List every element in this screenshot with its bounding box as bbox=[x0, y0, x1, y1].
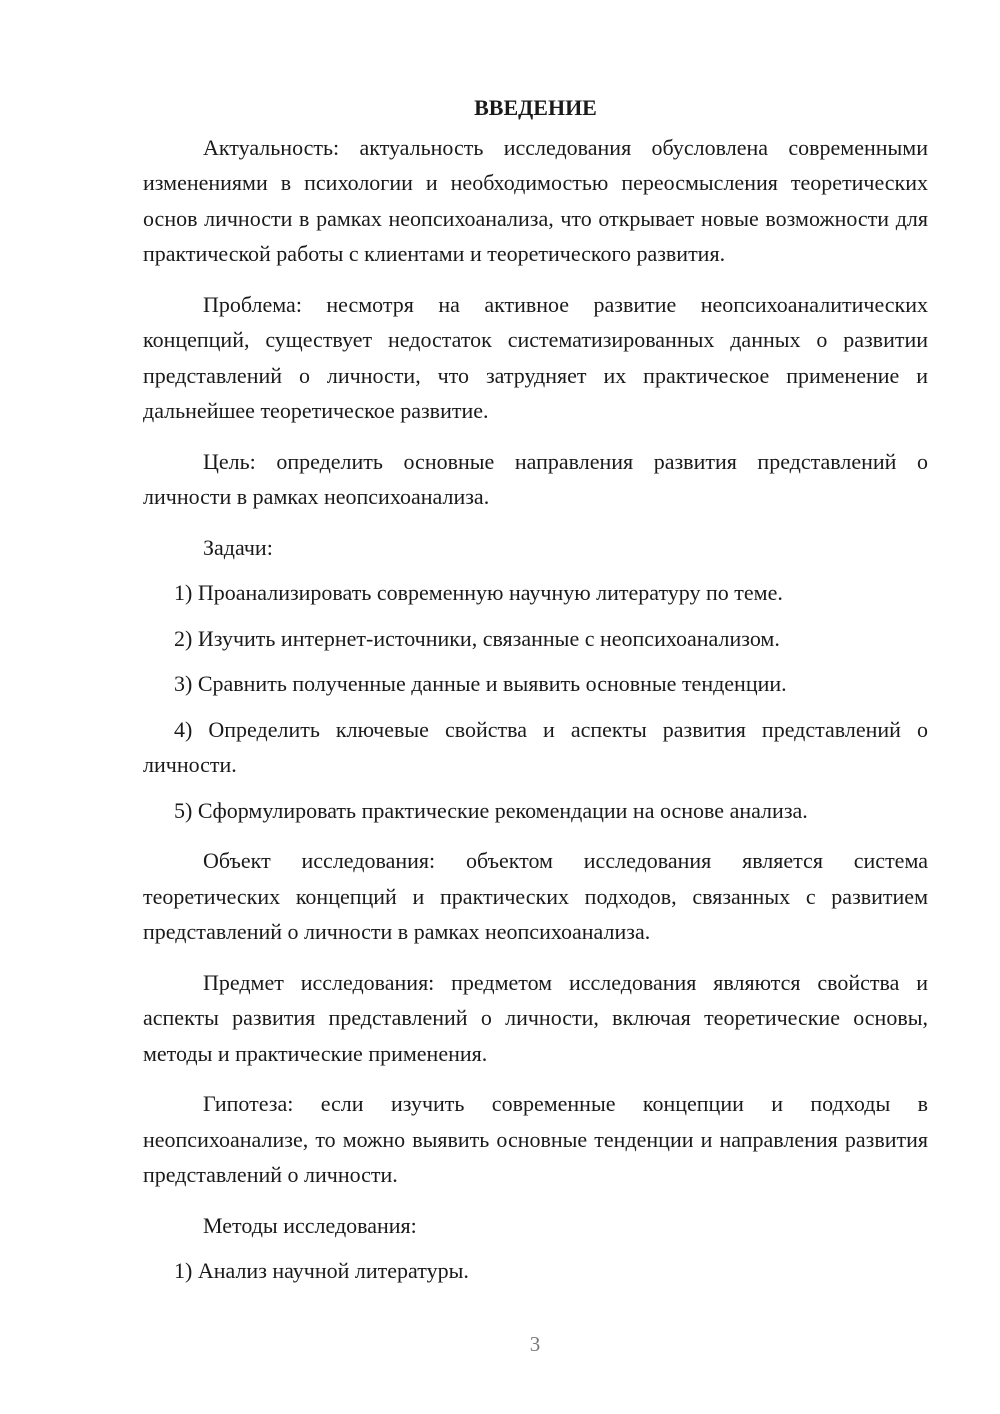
document-body bbox=[143, 90, 928, 1299]
methods-heading: Методы исследования: bbox=[203, 1212, 417, 1238]
paragraph-problem: Проблема: несмотря на активное развитие неопсихоаналитических концепций, существует недостаток систематизированных данных о развитии представлений о личности, что затрудняет их практическое применение и дальнейшее теоретическое развитие. bbox=[143, 291, 928, 423]
task-item: 2) Изучить интернет-источники, связанные с неопсихоанализом. bbox=[174, 625, 780, 651]
task-item: 5) Сформулировать практические рекомендации на основе анализа. bbox=[174, 797, 808, 823]
tasks-heading: Задачи: bbox=[203, 534, 273, 560]
paragraph-object: Объект исследования: объектом исследования является система теоретических концепций и практических подходов, связанных с развитием представлений о личности в рамках неопсихоанализа. bbox=[143, 848, 928, 944]
method-item: 1) Анализ научной литературы. bbox=[174, 1258, 469, 1283]
page-number: 3 bbox=[529, 1332, 541, 1356]
task-item: 1) Проанализировать современную научную литературу по теме. bbox=[174, 580, 783, 605]
paragraph-goal: Цель: определить основные направления развития представлений о личности в рамках неопсихоанализа. bbox=[143, 448, 928, 509]
paragraph-relevance: Актуальность: актуальность исследования обусловлена современными изменениями в психологии и необходимостью переосмысления теоретических основ личности в рамках неопсихоанализа, что открывает новые возможности для практической работы с клиентами и теоретического развития. bbox=[143, 134, 928, 266]
paragraph-hypothesis: Гипотеза: если изучить современные концепции и подходы в неопсихоанализе, то можно выявить основные тенденции и направления развития представлений о личности. bbox=[143, 1091, 928, 1187]
section-title: ВВЕДЕНИЕ bbox=[474, 95, 597, 120]
task-item: 4) Определить ключевые свойства и аспекты развития представлений о личности. bbox=[143, 716, 928, 777]
paragraph-subject: Предмет исследования: предметом исследования являются свойства и аспекты развития представлений о личности, включая теоретические основы, методы и практические применения. bbox=[143, 969, 928, 1066]
task-item: 3) Сравнить полученные данные и выявить основные тенденции. bbox=[174, 671, 787, 696]
